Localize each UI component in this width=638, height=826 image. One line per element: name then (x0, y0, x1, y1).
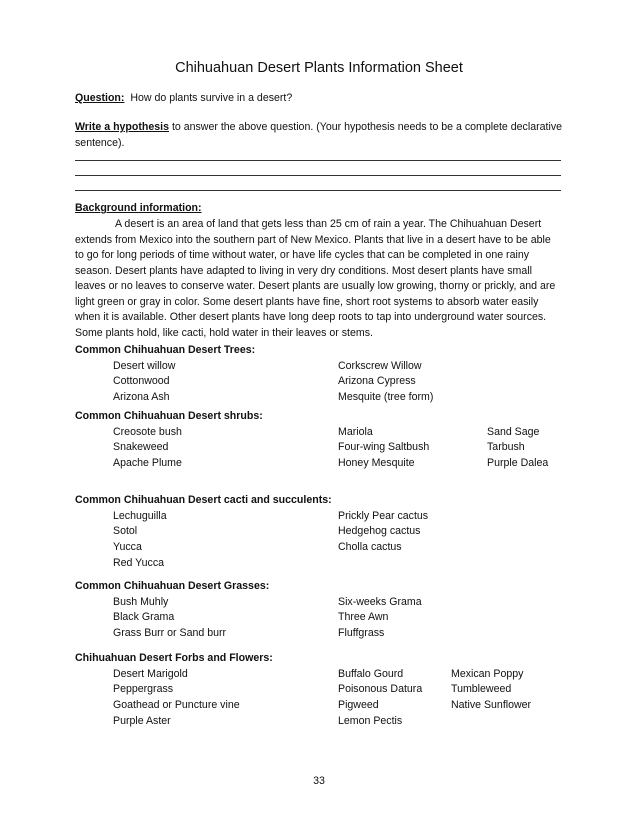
plant-name: Pigweed (338, 699, 379, 712)
plant-name: Buffalo Gourd (338, 667, 404, 680)
plant-name: Mariola (338, 425, 373, 438)
plant-name: Lemon Pectis (338, 714, 403, 727)
plant-name: Tumbleweed (451, 683, 512, 696)
plant-name: Yucca (113, 541, 142, 554)
hypothesis-label: Write a hypothesis (75, 121, 169, 133)
plant-name: Four-wing Saltbush (338, 441, 430, 454)
plant-name: Hedgehog cactus (338, 525, 421, 538)
section-heading: Common Chihuahuan Desert Grasses: (75, 580, 270, 592)
plant-name: Desert willow (113, 359, 176, 372)
plant-name: Purple Dalea (487, 457, 549, 470)
background-line: to go for long periods of time without water, or have life cycles that can be completed in one rainy (75, 249, 530, 261)
plant-name: Creosote bush (113, 425, 182, 438)
background-line: Some plants hold, like cacti, hold water in their leaves or stems. (75, 326, 373, 339)
section-heading: Common Chihuahuan Desert Trees: (75, 344, 256, 356)
plant-name: Lechuguilla (113, 509, 167, 522)
plant-name: Purple Aster (113, 714, 171, 727)
plant-name: Goathead or Puncture vine (113, 699, 240, 712)
background-line: season. Desert plants have adapted to living in very dry conditions. Most desert plants have small (75, 264, 532, 277)
background-line: when it is available. Other desert plants have long deep roots to tap into underground water sources. (75, 311, 547, 323)
answer-blank-line[interactable] (75, 190, 561, 191)
section-heading: Common Chihuahuan Desert cacti and succulents: (75, 494, 332, 506)
plant-name: Poisonous Datura (338, 683, 423, 696)
page-title: Chihuahuan Desert Plants Information Sheet (175, 60, 463, 76)
plant-name: Sand Sage (487, 425, 540, 438)
plant-name: Arizona Cypress (338, 375, 416, 388)
plant-name: Fluffgrass (338, 627, 385, 640)
plant-name: Sotol (113, 525, 138, 538)
plant-name: Prickly Pear cactus (338, 509, 429, 522)
plant-name: Corkscrew Willow (338, 359, 422, 372)
plant-name: Tarbush (487, 441, 525, 454)
question-label: Question: (75, 92, 125, 104)
plant-name: Snakeweed (113, 441, 169, 454)
plant-name: Cholla cactus (338, 541, 402, 554)
background-label: Background information: (75, 202, 202, 214)
hypothesis-text: to answer the above question. (Your hypothesis needs to be a complete declarative (169, 121, 563, 133)
plant-name: Apache Plume (113, 457, 182, 470)
section-heading: Chihuahuan Desert Forbs and Flowers: (75, 652, 273, 664)
plant-name: Peppergrass (113, 683, 174, 696)
plant-name: Grass Burr or Sand burr (113, 627, 227, 640)
plant-name: Three Awn (338, 611, 389, 624)
hypothesis-text-continued: sentence). (75, 137, 125, 149)
plant-name: Bush Muhly (113, 595, 169, 608)
section-heading: Common Chihuahuan Desert shrubs: (75, 410, 263, 422)
background-paragraph (75, 217, 563, 341)
plant-name: Native Sunflower (451, 699, 532, 712)
question-line (75, 92, 565, 104)
plant-name: Six-weeks Grama (338, 595, 422, 608)
plant-name: Black Grama (113, 611, 175, 624)
background-line: A desert is an area of land that gets less than 25 cm of rain a year. The Chihuahuan Desert (115, 218, 542, 230)
background-line: extends from Mexico into the southern part of New Mexico. Plants that live in a desert have to be able (75, 233, 551, 246)
answer-blank-line[interactable] (75, 160, 561, 161)
plant-name: Mesquite (tree form) (338, 391, 434, 404)
answer-blank-line[interactable] (75, 175, 561, 176)
background-line: light green or gray in color. Some desert plants have fine, short root systems to absorb water easily (75, 295, 539, 308)
plant-name: Desert Marigold (113, 667, 188, 680)
question-text: How do plants survive in a desert? (130, 92, 293, 104)
plant-name: Honey Mesquite (338, 457, 415, 470)
page-number: 33 (313, 775, 325, 787)
plant-name: Arizona Ash (113, 391, 170, 404)
background-line: leaves or no leaves to conserve water. Desert plants are usually low growing, thorny or prickly, and are (75, 280, 556, 292)
plant-name: Cottonwood (113, 375, 170, 388)
plant-name: Mexican Poppy (451, 667, 524, 680)
plant-name: Red Yucca (113, 556, 165, 569)
hypothesis-line (75, 121, 565, 133)
